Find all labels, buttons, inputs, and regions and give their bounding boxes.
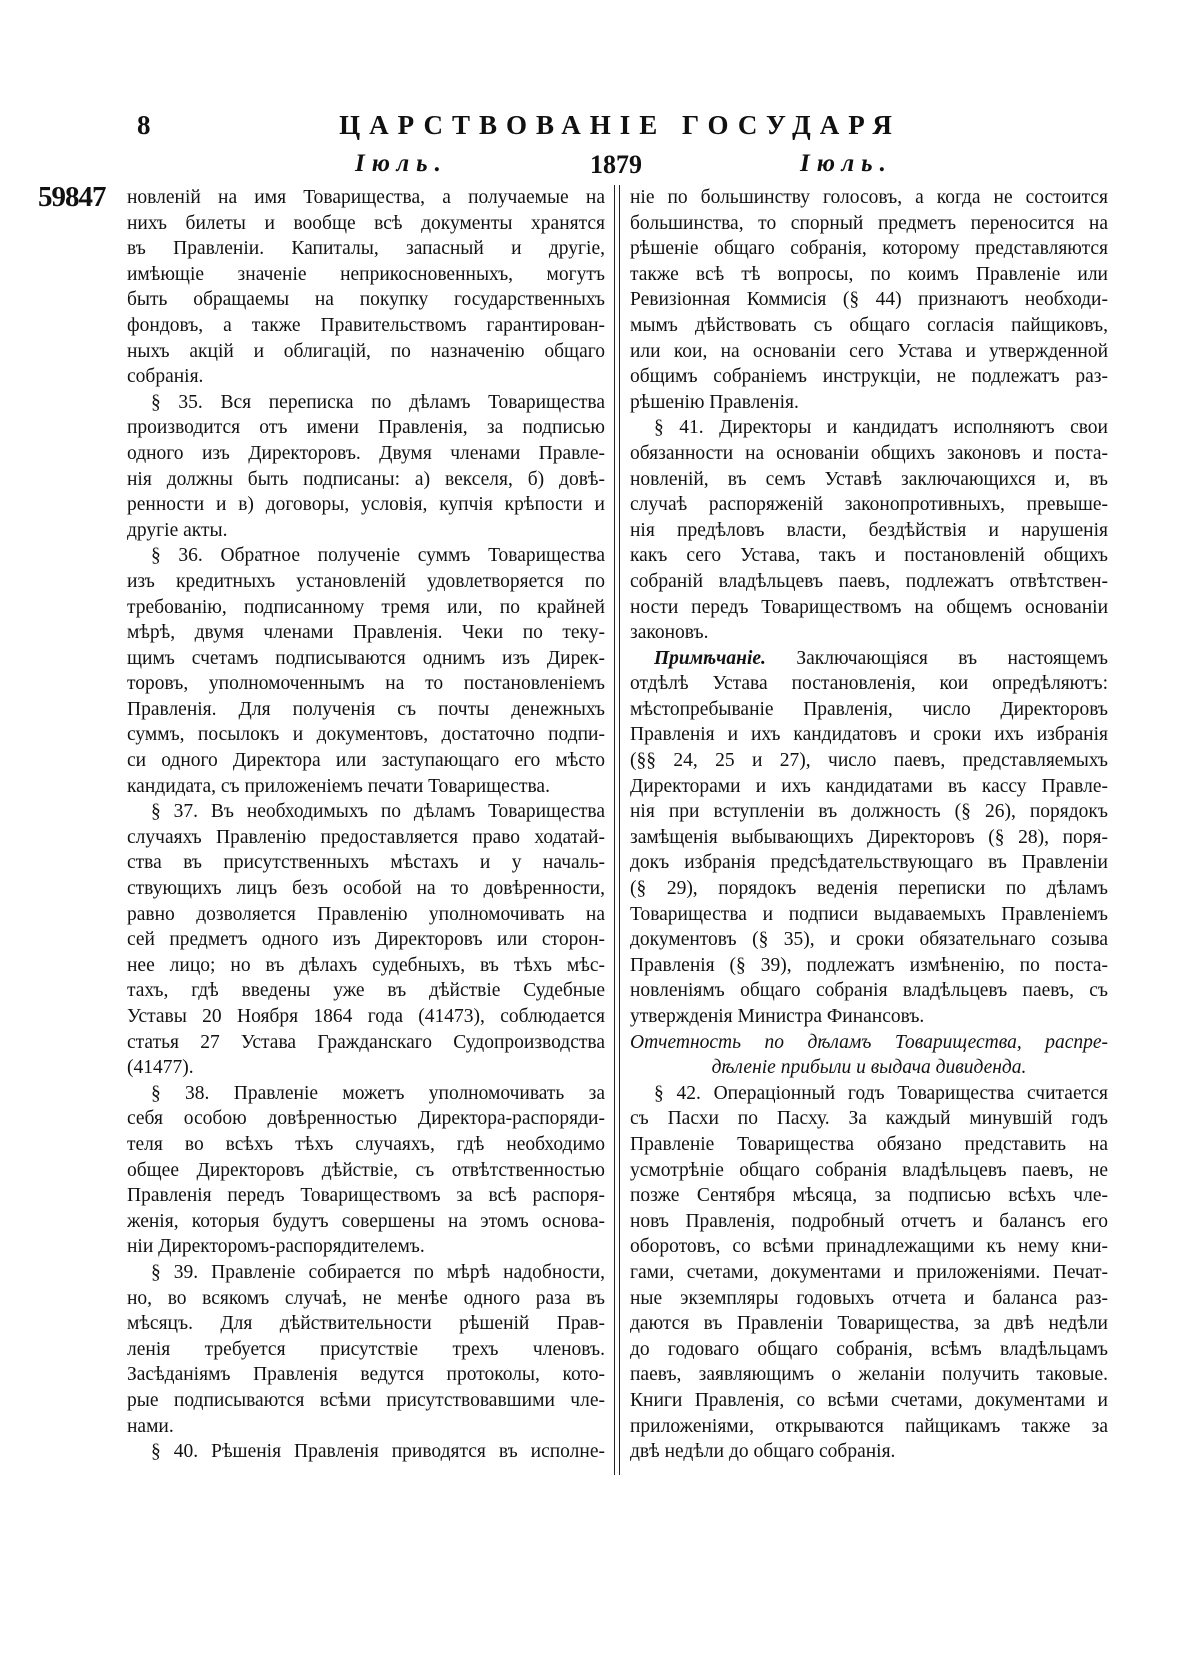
text-line: ніи Директоромъ-распорядителемъ. xyxy=(127,1236,425,1258)
text-line: ства въ присутственныхъ мѣстахъ и у началь- xyxy=(127,852,605,874)
paragraph xyxy=(630,185,1108,415)
text-line: торовъ, уполномоченнымъ на то постановленіемъ xyxy=(127,673,605,695)
text-line: оборотовъ, со всѣми принадлежащими къ нему кни- xyxy=(630,1236,1108,1258)
text-line: усмотрѣніе общаго собранія владѣльцевъ паевъ, не xyxy=(630,1159,1108,1181)
text-line: нами. xyxy=(127,1415,174,1437)
text-line: ности передъ Товариществомъ на общемъ основаніи xyxy=(630,596,1108,618)
text-line: Уставы 20 Ноября 1864 года (41473), соблюдается xyxy=(127,1006,605,1027)
text-line: теля во всѣхъ тѣхъ случаяхъ, гдѣ необходимо xyxy=(127,1133,605,1155)
text-line: случаѣ распоряженій законопротивныхъ, превыше- xyxy=(630,494,1108,516)
text-line: рѣшенію Правленія. xyxy=(630,391,799,413)
paragraph xyxy=(127,1081,605,1260)
text-line: Правленія. Для полученія съ почты денежныхъ xyxy=(127,698,605,720)
running-title: ЦАРСТВОВАНІЕ ГОСУДАРЯ xyxy=(339,110,901,140)
text-line: докъ избранія предсѣдательствующаго въ Правленіи xyxy=(630,852,1108,874)
text-line: съ Пасхи по Пасху. За каждый минувшій годъ xyxy=(630,1108,1108,1130)
text-line: § 42. Операціонный годъ Товарищества считается xyxy=(654,1082,1108,1104)
text-line: мѣстопребываніе Правленія, число Директоровъ xyxy=(630,698,1108,720)
text-line: нія при вступленіи въ должность (§ 26), порядокъ xyxy=(630,801,1108,823)
text-line: тахъ, гдѣ введены уже въ дѣйствіе Судебные xyxy=(127,980,605,1002)
text-line: мымъ дѣйствовать съ общаго согласія пайщиковъ, xyxy=(630,314,1108,336)
text-line: производится отъ имени Правленія, за подписью xyxy=(127,417,605,439)
text-line: до годоваго общаго собранія, всѣмъ владѣльцамъ xyxy=(630,1338,1108,1360)
note-paragraph xyxy=(630,646,1108,1030)
text-line: кандидата, съ приложеніемъ печати Товарищества. xyxy=(127,775,550,797)
paragraph xyxy=(127,390,605,544)
text-line: Засѣданіямъ Правленія ведутся протоколы, кото- xyxy=(127,1364,605,1386)
text-line: или кои, на основаніи сего Устава и утвержденной xyxy=(630,340,1108,362)
text-line: новленій, въ семъ Уставѣ заключающихся и, въ xyxy=(630,468,1108,490)
paragraph xyxy=(127,1260,605,1439)
text-line: общимъ собраніемъ инструкціи, не подлежатъ раз- xyxy=(630,366,1108,388)
text-line: общее Директоровъ дѣйствіе, съ отвѣтственностью xyxy=(127,1159,605,1181)
text-line: щимъ счетамъ подписываются однимъ изъ Дирек- xyxy=(127,647,605,669)
text-line: замѣщенія выбывающихъ Директоровъ (§ 28), поря- xyxy=(630,826,1108,848)
text-line: Ревизіонная Коммисія (§ 44) признаютъ необходи- xyxy=(630,289,1108,311)
text-line: также всѣ тѣ вопросы, по коимъ Правленіе или xyxy=(630,263,1108,285)
text-line: быть обращаемы на покупку государственныхъ xyxy=(127,289,605,311)
text-line: но, во всякомъ случаѣ, не менѣе одного раза въ xyxy=(127,1287,605,1309)
text-line: мѣсяцъ. Для дѣйствительности рѣшеній Прав- xyxy=(127,1313,605,1335)
text-line: ренности и в) договоры, условія, купчія крѣпости и xyxy=(127,494,605,516)
text-line: мѣрѣ, двумя членами Правленія. Чеки по теку- xyxy=(127,622,605,644)
text-line: случаяхъ Правленію предоставляется право ходатай- xyxy=(127,826,605,848)
text-line: § 39. Правленіе собирается по мѣрѣ надобности, xyxy=(151,1261,605,1283)
note-label: Примѣчаніе. xyxy=(654,647,766,669)
text-line: другіе акты. xyxy=(127,519,228,541)
text-line: законовъ. xyxy=(630,622,709,644)
text-line: § 36. Обратное полученіе суммъ Товарищества xyxy=(151,545,605,567)
text-line: собранія. xyxy=(127,366,204,388)
column-divider xyxy=(614,185,615,1475)
paragraph xyxy=(127,543,605,799)
text-line: паевъ, заявляющимъ о желаніи получить таковые. xyxy=(630,1364,1108,1386)
text-line: (§§ 24, 25 и 27), число паевъ, представляемыхъ xyxy=(630,750,1108,772)
text-line: дѣленіе прибыли и выдача дивиденда. xyxy=(711,1057,1027,1079)
text-line: статья 27 Устава Гражданскаго Судопроизводства xyxy=(127,1031,605,1053)
text-line: нія предѣловъ власти, бездѣйствія и нарушенія xyxy=(630,519,1108,541)
text-line: рые подписываются всѣми присутствовавшими чле- xyxy=(127,1389,605,1411)
year: 1879 xyxy=(590,150,642,179)
text-line: (41477). xyxy=(127,1057,194,1079)
act-number: 59847 xyxy=(38,181,106,213)
text-line: изъ кредитныхъ установленій удовлетворяется по xyxy=(127,570,605,592)
text-line-rest: Заключающіяся въ настоящемъ xyxy=(796,647,1108,669)
text-line: ніе по большинству голосовъ, а когда не состоится xyxy=(630,187,1108,208)
paragraph xyxy=(127,799,605,1081)
text-line: § 35. Вся переписка по дѣламъ Товарищества xyxy=(151,391,605,413)
text-line: фондовъ, а также Правительствомъ гарантирован- xyxy=(127,314,605,336)
text-line: въ Правленіи. Капиталы, запасный и другіе, xyxy=(127,238,605,260)
month-right: Іюль. xyxy=(800,150,893,177)
text-line: ленія требуется присутствіе трехъ членовъ. xyxy=(127,1338,605,1360)
text-line: имѣющіе значеніе неприкосновенныхъ, могутъ xyxy=(127,263,605,285)
paragraph xyxy=(127,1439,605,1465)
text-line: отдѣлѣ Устава постановленія, кои опредѣляютъ: xyxy=(630,673,1108,695)
text-line: себя особою довѣренностью Директора-распоряди- xyxy=(127,1108,605,1130)
text-line: Правленіе Товарищества обязано представить на xyxy=(630,1133,1108,1155)
text-line: двѣ недѣли до общаго собранія. xyxy=(630,1441,896,1463)
text-line: Правленія (§ 39), подлежатъ измѣненію, по поста- xyxy=(630,954,1108,976)
text-line xyxy=(630,646,1108,672)
text-line: ныхъ акцій и облигацій, по назначенію общаго xyxy=(127,340,605,362)
left-column xyxy=(127,185,605,1465)
text-line: суммъ, посылокъ и документовъ, достаточно подпи- xyxy=(127,724,605,746)
text-line: ные экземпляры годовыхъ отчета и баланса раз- xyxy=(630,1287,1108,1309)
text-line: (§ 29), порядокъ веденія переписки по дѣламъ xyxy=(630,878,1108,900)
text-line: нія должны быть подписаны: а) векселя, б) довѣ- xyxy=(127,468,605,490)
text-line: обязанности на основаніи общихъ законовъ и поста- xyxy=(630,442,1108,464)
text-line: одного изъ Директоровъ. Двумя членами Правле- xyxy=(127,442,605,464)
text-line: равно дозволяется Правленію уполномочивать на xyxy=(127,903,605,925)
text-line: новъ Правленія, подробный отчетъ и балансъ его xyxy=(630,1210,1108,1232)
paragraph xyxy=(127,185,605,390)
text-line: § 40. Рѣшенія Правленія приводятся въ исполне- xyxy=(151,1441,605,1463)
text-line: Товарищества и подписи выдаваемыхъ Правленіемъ xyxy=(630,903,1108,925)
text-line: утвержденія Министра Финансовъ. xyxy=(630,1006,925,1027)
text-line: новленій на имя Товарищества, а получаемые на xyxy=(127,187,605,208)
text-line: Отчетность по дѣламъ Товарищества, распре- xyxy=(630,1031,1108,1053)
text-line: Правленія передъ Товариществомъ за всѣ распоря- xyxy=(127,1185,605,1207)
text-line: нихъ билеты и вообще всѣ документы хранятся xyxy=(127,212,605,234)
text-line: большинства, то спорный предметъ переносится на xyxy=(630,212,1108,234)
text-line: сей предметъ одного изъ Директоровъ или сторон- xyxy=(127,929,605,951)
section-heading xyxy=(630,1030,1108,1081)
page-number: 8 xyxy=(137,110,151,140)
text-line: § 41. Директоры и кандидатъ исполняютъ свои xyxy=(654,417,1108,439)
text-line: си одного Директора или заступающаго его мѣсто xyxy=(127,750,605,772)
text-line: Правленія и ихъ кандидатовъ и сроки ихъ избранія xyxy=(630,724,1108,746)
text-line: Директорами и ихъ кандидатами въ кассу Правле- xyxy=(630,775,1108,797)
text-line: ствующихъ лицъ безъ особой на то довѣренности, xyxy=(127,878,605,900)
text-line: § 37. Въ необходимыхъ по дѣламъ Товарищества xyxy=(151,801,605,823)
text-line: рѣшеніе общаго собранія, которому представляются xyxy=(630,238,1108,260)
paragraph xyxy=(630,415,1108,645)
text-line: Книги Правленія, со всѣми счетами, документами и xyxy=(630,1389,1108,1411)
text-line: даются въ Правленіи Товарищества, за двѣ недѣли xyxy=(630,1313,1108,1335)
column-divider xyxy=(619,185,620,1475)
text-line: позже Сентября мѣсяца, за подписью всѣхъ чле- xyxy=(630,1185,1108,1207)
text-line: гами, счетами, документами и приложеніями. Печат- xyxy=(630,1261,1108,1283)
text-line: § 38. Правленіе можетъ уполномочивать за xyxy=(151,1082,605,1104)
text-line: приложеніями, открываются пайщикамъ также за xyxy=(630,1415,1108,1437)
text-line: документовъ (§ 35), и сроки обязательнаго созыва xyxy=(630,929,1108,951)
text-line: какъ сего Устава, такъ и постановленій общихъ xyxy=(630,545,1108,567)
text-line: новленіямъ общаго собранія владѣльцевъ паевъ, съ xyxy=(630,980,1108,1002)
text-line: нее лицо; но въ дѣлахъ судебныхъ, въ тѣхъ мѣс- xyxy=(127,954,605,976)
paragraph xyxy=(630,1081,1108,1465)
text-line: требованію, подписанному тремя или, по крайней xyxy=(127,596,605,618)
text-line: женія, которыя будутъ совершены на этомъ основа- xyxy=(127,1210,605,1232)
text-line: собраній владѣльцевъ паевъ, подлежатъ отвѣтствен- xyxy=(630,570,1108,592)
right-column xyxy=(630,185,1108,1465)
month-left: Іюль. xyxy=(355,150,448,177)
